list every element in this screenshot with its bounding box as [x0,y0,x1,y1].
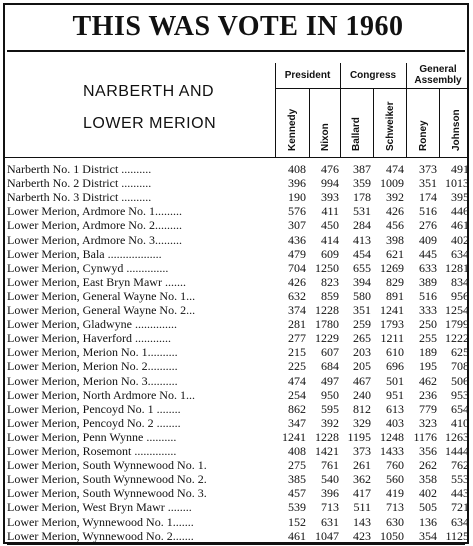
vote-count: 454 [353,246,371,261]
vote-count: 402 [451,232,469,247]
vote-count: 261 [353,458,371,473]
vote-count: 417 [353,486,371,501]
vote-count: 762 [451,458,469,473]
vote-count: 506 [451,373,469,388]
vote-count: 359 [353,176,371,191]
vote-count: 631 [321,514,339,529]
district-name: Lower Merion, Wynnewood No. 1....... [7,514,194,529]
vote-count: 351 [419,176,437,191]
district-name: Lower Merion, South Wynnewood No. 3. [7,486,207,501]
vote-count: 479 [288,246,306,261]
vote-count: 398 [386,232,404,247]
district-name: Lower Merion, Gladwyne .............. [7,317,177,332]
candidate-ballard: Ballard [351,117,362,151]
vote-count: 373 [419,162,437,176]
vote-count: 1269 [380,260,404,275]
vote-count: 393 [321,190,339,205]
vote-count: 474 [386,162,404,176]
district-name: Narberth No. 3 District .......... [7,190,152,205]
group-president: President [284,70,331,81]
vote-count: 456 [386,218,404,233]
vote-count: 516 [419,288,437,303]
column-divider [439,89,440,158]
vote-count: 704 [288,260,306,275]
vote-count: 1281 [445,260,469,275]
vote-count: 225 [288,359,306,374]
vote-count: 351 [353,303,371,317]
vote-count: 461 [288,528,306,543]
vote-count: 633 [419,260,437,275]
vote-count: 1780 [315,317,339,332]
vote-count: 625 [451,345,469,360]
vote-count: 595 [321,401,339,416]
vote-count: 632 [288,288,306,303]
vote-count: 281 [288,317,306,332]
vote-count: 713 [321,500,339,515]
candidate-roney: Roney [418,120,429,151]
vote-count: 576 [288,204,306,219]
vote-count: 829 [386,274,404,289]
vote-count: 410 [451,415,469,430]
vote-count: 195 [419,359,437,374]
vote-count: 284 [353,218,371,233]
district-name: Lower Merion, General Wayne No. 2... [7,303,196,317]
vote-count: 1228 [315,303,339,317]
vote-count: 215 [288,345,306,360]
vote-count: 276 [419,218,437,233]
vote-count: 1248 [380,429,404,444]
vote-count: 708 [451,359,469,374]
vote-count: 329 [353,415,371,430]
vote-count: 136 [419,514,437,529]
vote-count: 834 [451,274,469,289]
vote-count: 356 [419,444,437,458]
group-divider [275,88,469,89]
vote-count: 262 [419,458,437,473]
district-name: Lower Merion, West Bryn Mawr ........ [7,500,192,515]
vote-count: 275 [288,458,306,473]
vote-count: 1444 [445,444,469,458]
vote-count: 457 [288,486,306,501]
vote-count: 387 [353,162,371,176]
vote-count: 1433 [380,444,404,458]
vote-count: 423 [353,528,371,543]
vote-count: 259 [353,317,371,332]
vote-count: 467 [353,373,371,388]
vote-count: 1241 [282,429,306,444]
district-name: Lower Merion, Ardmore No. 1......... [7,204,182,219]
vote-count: 450 [321,218,339,233]
vote-count: 1793 [380,317,404,332]
vote-count: 950 [321,387,339,402]
vote-count: 891 [386,288,404,303]
vote-count: 443 [451,486,469,501]
district-name: Lower Merion, Ardmore No. 3......... [7,232,182,247]
vote-count: 1263 [445,429,469,444]
vote-count: 1125 [445,528,469,543]
district-name: Lower Merion, Haverford ............ [7,331,171,346]
district-name: Lower Merion, Penn Wynne .......... [7,429,177,444]
column-divider [309,89,310,158]
district-name: Lower Merion, Merion No. 1.......... [7,345,178,360]
vote-count: 392 [321,415,339,430]
vote-count: 333 [419,303,437,317]
district-name: Lower Merion, South Wynnewood No. 2. [7,472,207,487]
vote-count: 540 [321,472,339,487]
vote-count: 491 [451,162,469,176]
vote-count: 358 [419,472,437,487]
vote-count: 174 [419,190,437,205]
vote-count: 812 [353,401,371,416]
vote-count: 394 [353,274,371,289]
vote-count: 823 [321,274,339,289]
group-assembly-line-1: General [419,64,457,75]
vote-count: 497 [321,373,339,388]
vote-count: 411 [321,204,339,219]
vote-count: 307 [288,218,306,233]
vote-count: 152 [288,514,306,529]
district-name: Lower Merion, North Ardmore No. 1... [7,387,195,402]
district-heading-line-2: LOWER MERION [83,115,217,132]
vote-count: 621 [386,246,404,261]
vote-count: 476 [321,162,339,176]
vote-count: 190 [288,190,306,205]
vote-count: 255 [419,331,437,346]
vote-count: 389 [419,274,437,289]
vote-count: 413 [353,232,371,247]
vote-count: 1254 [445,303,469,317]
vote-count: 553 [451,472,469,487]
vote-count: 189 [419,345,437,360]
candidate-kennedy: Kennedy [287,108,298,151]
vote-count: 951 [386,387,404,402]
vote-count: 505 [419,500,437,515]
vote-count: 654 [451,401,469,416]
vote-count: 684 [321,359,339,374]
vote-count: 613 [386,401,404,416]
vote-count: 409 [419,232,437,247]
vote-count: 396 [321,486,339,501]
vote-count: 408 [288,444,306,458]
district-name: Lower Merion, Rosemont .............. [7,444,177,458]
vote-count: 610 [386,345,404,360]
vote-count: 178 [353,190,371,205]
vote-count: 721 [451,500,469,515]
vote-count: 1013 [445,176,469,191]
column-divider [373,89,374,158]
vote-count: 446 [451,204,469,219]
vote-count: 362 [353,472,371,487]
vote-count: 474 [288,373,306,388]
results-table-frame [3,3,469,544]
vote-count: 426 [386,204,404,219]
vote-count: 354 [419,528,437,543]
vote-count: 531 [353,204,371,219]
vote-count: 539 [288,500,306,515]
district-name: Lower Merion, Wynnewood No. 2....... [7,528,194,543]
vote-count: 277 [288,331,306,346]
vote-count: 436 [288,232,306,247]
vote-count: 713 [386,500,404,515]
candidate-johnson: Johnson [451,109,462,151]
vote-count: 1211 [380,331,404,346]
vote-count: 1250 [315,260,339,275]
vote-count: 1228 [315,429,339,444]
vote-count: 403 [386,415,404,430]
vote-count: 607 [321,345,339,360]
vote-count: 1047 [315,528,339,543]
vote-count: 994 [321,176,339,191]
vote-count: 385 [288,472,306,487]
vote-count: 254 [288,387,306,402]
table-header [5,63,471,158]
vote-count: 462 [419,373,437,388]
vote-count: 323 [419,415,437,430]
group-congress: Congress [349,70,397,81]
district-name: Lower Merion, Ardmore No. 2......... [7,218,182,233]
vote-count: 634 [451,514,469,529]
vote-count: 511 [353,500,371,515]
vote-count: 1050 [380,528,404,543]
vote-count: 779 [419,401,437,416]
vote-count: 560 [386,472,404,487]
vote-count: 1176 [413,429,437,444]
vote-count: 609 [321,246,339,261]
vote-count: 240 [353,387,371,402]
district-name: Lower Merion, Merion No. 3.......... [7,373,178,388]
candidate-nixon: Nixon [320,123,331,151]
vote-count: 862 [288,401,306,416]
vote-count: 374 [288,303,306,317]
district-name: Lower Merion, South Wynnewood No. 1. [7,458,207,473]
district-name: Lower Merion, Merion No. 2.......... [7,359,178,374]
district-name: Narberth No. 1 District .......... [7,162,152,176]
vote-count: 859 [321,288,339,303]
vote-count: 516 [419,204,437,219]
vote-count: 630 [386,514,404,529]
candidate-schweiker: Schweiker [385,101,396,151]
vote-count: 761 [321,458,339,473]
district-heading-line-1: NARBERTH AND [83,83,215,100]
vote-count: 426 [288,274,306,289]
vote-count: 347 [288,415,306,430]
vote-count: 373 [353,444,371,458]
group-assembly [406,64,470,86]
vote-count: 205 [353,359,371,374]
vote-count: 445 [419,246,437,261]
district-name: Narberth No. 2 District .......... [7,176,152,191]
district-name: Lower Merion, Cynwyd .............. [7,260,169,275]
vote-count: 408 [288,162,306,176]
bottom-rule [7,543,465,545]
vote-count: 580 [353,288,371,303]
vote-count: 265 [353,331,371,346]
vote-count: 392 [386,190,404,205]
group-assembly-line-2: Assembly [414,75,462,86]
vote-count: 953 [451,387,469,402]
vote-count: 1421 [315,444,339,458]
vote-count: 634 [451,246,469,261]
vote-count: 396 [288,176,306,191]
vote-count: 501 [386,373,404,388]
vote-count: 402 [419,486,437,501]
vote-count: 696 [386,359,404,374]
vote-count: 1799 [445,317,469,332]
vote-count: 414 [321,232,339,247]
vote-count: 395 [451,190,469,205]
district-name: Lower Merion, East Bryn Mawr ....... [7,274,186,289]
vote-count: 143 [353,514,371,529]
vote-count: 1009 [380,176,404,191]
page-title: THIS WAS VOTE IN 1960 [72,11,404,42]
table-row [5,528,471,544]
vote-count: 1195 [347,429,371,444]
vote-count: 760 [386,458,404,473]
vote-count: 956 [451,288,469,303]
vote-count: 1241 [380,303,404,317]
vote-count: 1229 [315,331,339,346]
header-bottom-rule [5,157,469,158]
district-name: Lower Merion, Bala .................. [7,246,162,261]
vote-count: 236 [419,387,437,402]
vote-count: 655 [353,260,371,275]
district-name: Lower Merion, Pencoyd No. 1 ........ [7,401,181,416]
vote-count: 419 [386,486,404,501]
district-name: Lower Merion, Pencoyd No. 2 ........ [7,415,181,430]
vote-count: 250 [419,317,437,332]
title-divider [7,50,465,52]
district-name: Lower Merion, General Wayne No. 1... [7,288,196,303]
vote-count: 461 [451,218,469,233]
vote-count: 1222 [445,331,469,346]
vote-count: 203 [353,345,371,360]
